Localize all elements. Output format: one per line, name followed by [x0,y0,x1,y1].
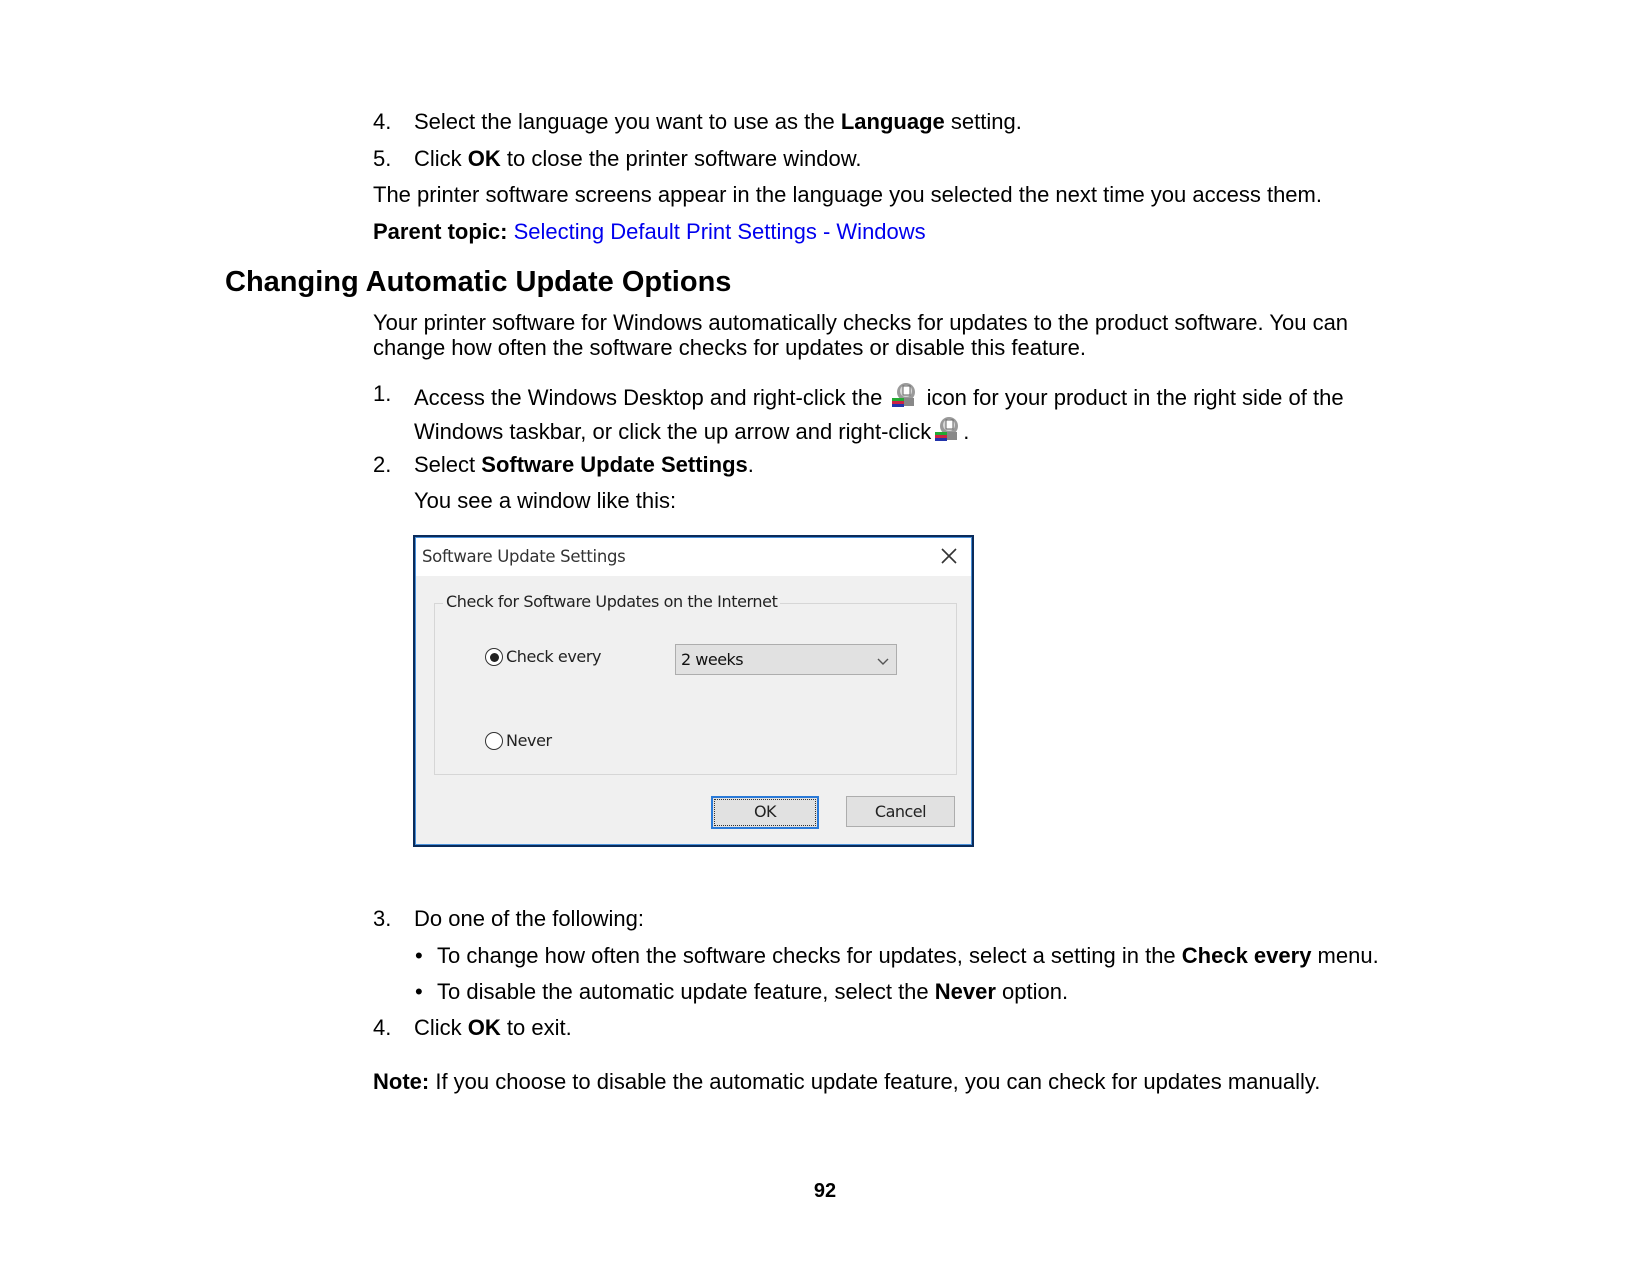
step-text-line-1 [414,381,1344,411]
parent-topic-link[interactable]: Selecting Default Print Settings - Windows [513,219,926,244]
step-text-bold: Software Update Settings [481,452,748,477]
bullet-text-post: menu. [1311,943,1379,968]
bullet-text-post: option. [995,979,1069,1004]
step-number: 1. [373,381,392,406]
step-text-post: . [963,419,970,444]
step-text-post: to close the printer software window. [500,146,862,171]
parent-topic-label: Parent topic: [373,219,508,244]
cancel-button[interactable]: Cancel [846,796,955,827]
epson-printer-tray-icon [890,381,918,409]
step-text-pre: Select the language you want to use as the [414,109,841,134]
bullet-text-pre: To disable the automatic update feature, select the [437,979,935,1004]
note-label: Note: [373,1069,430,1094]
step-text-pre: Click [414,146,468,171]
epson-printer-tray-icon [933,415,961,443]
bullet-text [437,943,1379,969]
bullet-text [437,979,1068,1005]
step-text-post: icon for your product in the right side of the [926,385,1344,410]
step-number: 4. [373,109,392,134]
dialog-titlebar [416,538,971,576]
ok-button[interactable]: OK [711,796,819,829]
step-text-pre: Click [414,1015,468,1040]
step-text-line-2 [414,415,969,445]
never-radio[interactable] [485,732,503,750]
software-update-settings-dialog [413,535,974,847]
bullet-text-bold: Check every [1181,943,1312,968]
parent-topic [373,219,926,245]
note-text: If you choose to disable the automatic update feature, you can check for updates manually. [429,1069,1321,1094]
step-note: You see a window like this: [414,488,677,513]
check-interval-dropdown[interactable] [675,644,897,675]
step-number: 2. [373,452,392,477]
step-text-pre: Access the Windows Desktop and right-click the [414,385,883,410]
check-interval-value: 2 weeks [681,650,744,669]
bullet-text-bold: Never [934,979,996,1004]
step-number: 5. [373,146,392,171]
group-label: Check for Software Updates on the Internet [443,592,780,611]
result-text: The printer software screens appear in the language you selected the next time you access them. [373,182,1322,207]
intro-text-line-1: Your printer software for Windows automatically checks for updates to the product software. You can [373,310,1349,335]
step-text [414,1015,572,1041]
step-text-bold: OK [467,1015,501,1040]
step-number: 4. [373,1015,392,1040]
step-text-pre: Windows taskbar, or click the up arrow and right-click [414,419,932,444]
never-label[interactable]: Never [506,731,552,750]
step-text [414,146,862,172]
chevron-down-icon [876,653,890,665]
intro-text-line-2: change how often the software checks for updates or disable this feature. [373,335,1086,360]
check-every-radio[interactable] [485,648,503,666]
step-text-post: . [747,452,754,477]
step-text [414,452,754,478]
close-icon[interactable] [937,544,961,568]
step-text-post: to exit. [500,1015,572,1040]
bullet: • [415,943,423,968]
step-text-bold: Language [840,109,945,134]
step-text [414,109,1022,135]
bullet: • [415,979,423,1004]
dialog-title: Software Update Settings [422,547,626,566]
page-number: 92 [813,1180,837,1202]
step-text-post: setting. [944,109,1022,134]
step-text-pre: Select [414,452,482,477]
note [373,1069,1320,1095]
check-every-label[interactable]: Check every [506,647,602,666]
step-text: Do one of the following: [414,906,644,931]
step-text-bold: OK [467,146,501,171]
section-heading: Changing Automatic Update Options [225,266,732,298]
bullet-text-pre: To change how often the software checks for updates, select a setting in the [437,943,1182,968]
step-number: 3. [373,906,392,931]
